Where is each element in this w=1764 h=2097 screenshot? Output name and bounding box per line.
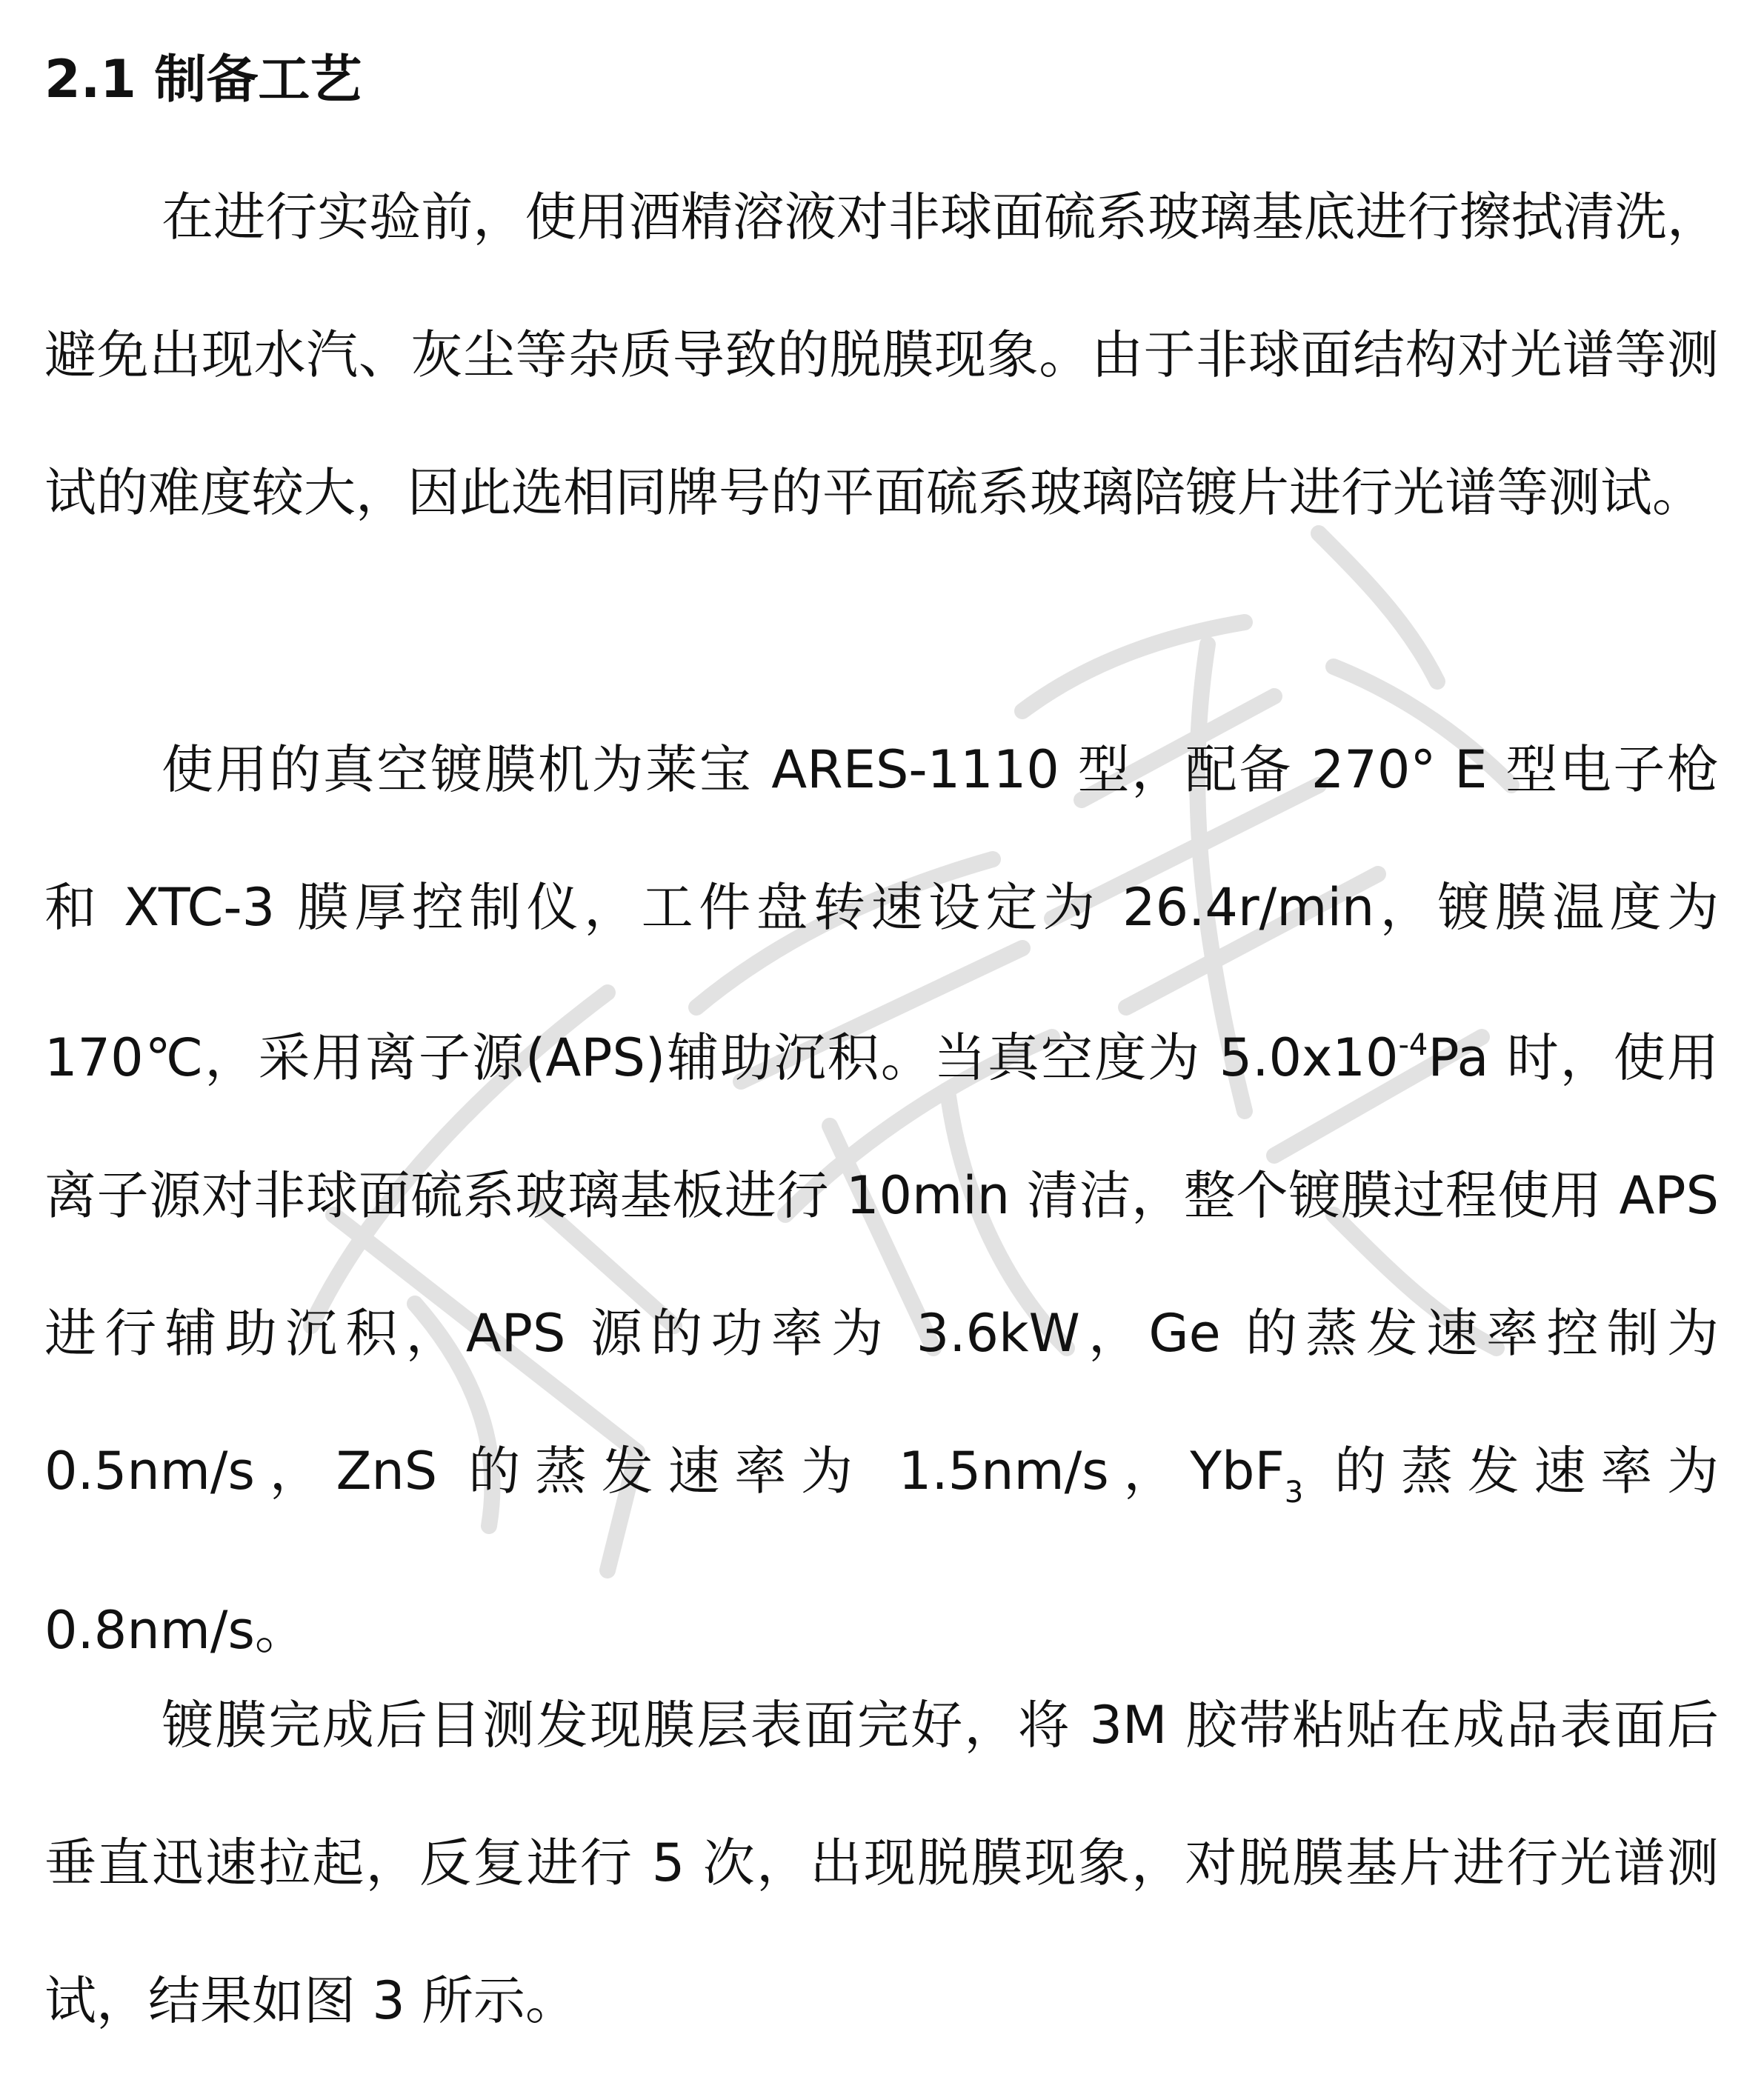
section-title: 2.1 制备工艺 [44,49,362,110]
formula-subscript: 3 [1284,1476,1304,1510]
paragraph-coating-parameters [44,701,1719,1699]
coating-text-part3: 的蒸发速率为 0.8nm/s。 [44,1441,1719,1661]
coating-text-part2: Pa 时，使用离子源对非球面硫系玻璃基板进行 10min 清洁，整个镀膜过程使用 APS 进行辅助沉积，APS 源的功率为 3.6kW，Ge 的蒸发速率控制为 0.5nm/s，ZnS 的蒸发速率为 1.5nm/s，YbF [44,1027,1719,1501]
coating-text-part1: 使用的真空镀膜机为莱宝 ARES-1110 型，配备 270° E 型电子枪和 XTC-3 膜厚控制仪，工件盘转速设定为 26.4r/min，镀膜温度为 170℃，采用离子源(APS)辅助沉积。当真空度为 5.0x10 [44,739,1719,1088]
exponent-superscript: -4 [1398,1028,1428,1062]
paragraph-tape-test: 镀膜完成后目测发现膜层表面完好，将 3M 胶带粘贴在成品表面后垂直迅速拉起，反复进行 5 次，出现脱膜现象，对脱膜基片进行光谱测试，结果如图 3 所示。 [44,1695,1719,2031]
paragraph-preparation: 在进行实验前，使用酒精溶液对非球面硫系玻璃基底进行擦拭清洗，避免出现水汽、灰尘等杂质导致的脱膜现象。由于非球面结构对光谱等测试的难度较大，因此选相同牌号的平面硫系玻璃陪镀片进行光谱等测试。 [44,187,1719,523]
